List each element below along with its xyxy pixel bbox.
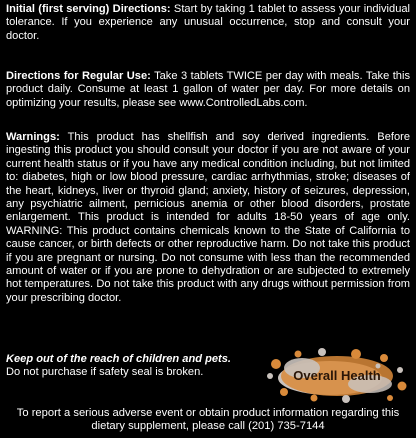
adverse-event-line1: To report a serious adverse event or obtain product information regarding this bbox=[16, 407, 400, 419]
overall-health-logo bbox=[262, 346, 412, 404]
warnings bbox=[6, 131, 410, 305]
keep-out-warning: Keep out of the reach of children and pets. bbox=[6, 353, 231, 365]
adverse-event-line2: dietary supplement, please call (201) 735-7144 bbox=[91, 420, 325, 433]
adverse-event-notice bbox=[6, 407, 410, 434]
warnings-text: This product has shellfish and soy derived ingredients. Before ingesting this product you should consult your doctor if you are not aware of your current health status or if you have any medical condition including, but not limited to: diabetes, high or low blood pressure, cardiac arrhythmias, stroke; diseases of the heart, kidneys, liver or thyroid gland; anxiety, history of seizures, depression, any psychiatric ailment, pernicious anemia or other blood disorders, prostate enlargement. This product is intended for adults 18-50 years of age only. WARNING: This product contains chemicals known to the State of California to cause cancer, or birth defects or other reproductive harm. Do not take this product if you are pregnant or nursing. Do not consume with less than the recommended amount of water or if you are prone to dehydration or are subjected to extremely hot temperatures. Do not take this product with any drugs without permission from your prescribing doctor. bbox=[6, 131, 410, 304]
initial-directions bbox=[6, 3, 410, 43]
logo-text: Overall Health bbox=[293, 368, 381, 383]
regular-directions-text: Take 3 tablets TWICE per day with meals. Take this product daily. Consume at least 1 gallon of water per day. For more details on optimizing your results, please see www.ControlledLabs.com. bbox=[6, 70, 410, 109]
warnings-heading: Warnings: bbox=[6, 131, 60, 143]
initial-directions-heading: Initial (first serving) Directions: bbox=[6, 3, 171, 15]
safety-seal-notice: Do not purchase if safety seal is broken. bbox=[6, 366, 204, 379]
regular-directions bbox=[6, 70, 410, 110]
keep-out-notice bbox=[6, 353, 256, 380]
regular-directions-heading: Directions for Regular Use: bbox=[6, 70, 151, 82]
initial-directions-text: Start by taking 1 tablet to assess your individual tolerance. If you experience any unusual occurrence, stop and consult your doctor. bbox=[6, 3, 410, 42]
